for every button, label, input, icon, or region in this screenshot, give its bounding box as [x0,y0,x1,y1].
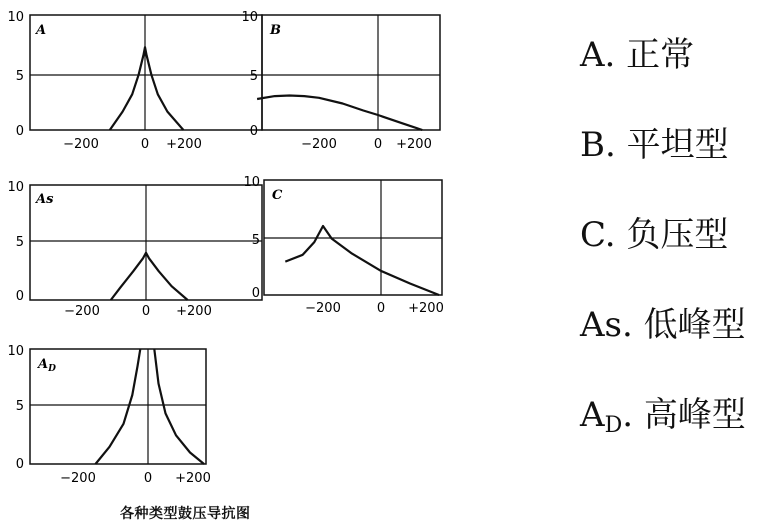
panel-ad-title-main: A [38,357,49,372]
panel-a-ytick-0: 0 [15,124,24,139]
panel-ad-curve-1 [96,349,141,464]
panel-c-curve [285,226,439,295]
panel-as-ytick-10: 10 [7,180,24,195]
panel-a-xtick-0: 0 [140,137,150,152]
panel-a-title: A [36,23,47,38]
panel-ad-title [36,357,56,374]
panel-c [243,175,443,316]
panel-as-title: As [36,192,54,207]
panel-as-ytick-5: 5 [15,235,24,250]
panel-c-xtick-minus200: −200 [305,301,341,316]
legend-item-a: A. 正常 [580,35,695,75]
panel-a-xtick-minus200: −200 [63,137,99,152]
panel-as-xtick-minus200: −200 [64,304,100,319]
panel-a-ytick-10: 10 [7,10,24,25]
legend-item-ad-sub: D [604,413,623,438]
panel-as-xtick-plus200: +200 [176,304,212,319]
panel-c-xtick-plus200: +200 [408,301,444,316]
legend-item-as: As. 低峰型 [580,305,746,345]
panel-ad-curve-2 [154,349,204,464]
panel-a [7,10,262,152]
panel-b-ytick-5: 5 [249,69,258,84]
panel-as [7,180,262,319]
panel-as-curve [111,253,188,300]
panel-ad [7,344,210,486]
panel-ad-title-sub: D [48,364,56,374]
panel-as-xtick-0: 0 [141,304,151,319]
legend-item-c: C. 负压型 [580,215,729,255]
panel-as-ytick-0: 0 [15,289,24,304]
panel-b [241,10,440,152]
panel-a-xtick-plus200: +200 [166,137,202,152]
panel-a-frame [30,15,262,130]
panel-c-ytick-5: 5 [251,233,260,248]
panel-ad-xtick-minus200: −200 [60,471,96,486]
panel-b-ytick-10: 10 [241,10,258,25]
figure-caption: 各种类型鼓压导抗图 [120,506,251,522]
panel-b-xtick-plus200: +200 [396,137,432,152]
panel-ad-xtick-0: 0 [143,471,153,486]
panel-a-ytick-5: 5 [15,69,24,84]
panel-b-xtick-0: 0 [373,137,383,152]
legend-item-ad [580,390,746,480]
panel-ad-ytick-0: 0 [15,457,24,472]
panel-b-title: B [270,23,281,38]
legend-item-ad-rest: . 高峰型 [622,395,746,435]
panel-a-curve [110,47,184,130]
panel-c-ytick-10: 10 [243,175,260,190]
panel-ad-frame [30,349,206,464]
panel-c-title: C [272,188,283,203]
panel-b-xtick-minus200: −200 [301,137,337,152]
panel-b-curve [257,96,422,131]
panel-b-ytick-0: 0 [249,124,258,139]
legend-item-ad-main: A [580,395,605,435]
panel-c-ytick-0: 0 [251,286,260,301]
panel-ad-xtick-plus200: +200 [175,471,211,486]
panel-ad-ytick-10: 10 [7,344,24,359]
panel-ad-ytick-5: 5 [15,399,24,414]
type-legend [580,30,746,480]
panel-b-frame [262,15,440,130]
legend-item-b: B. 平坦型 [580,125,729,165]
panel-c-xtick-0: 0 [376,301,386,316]
